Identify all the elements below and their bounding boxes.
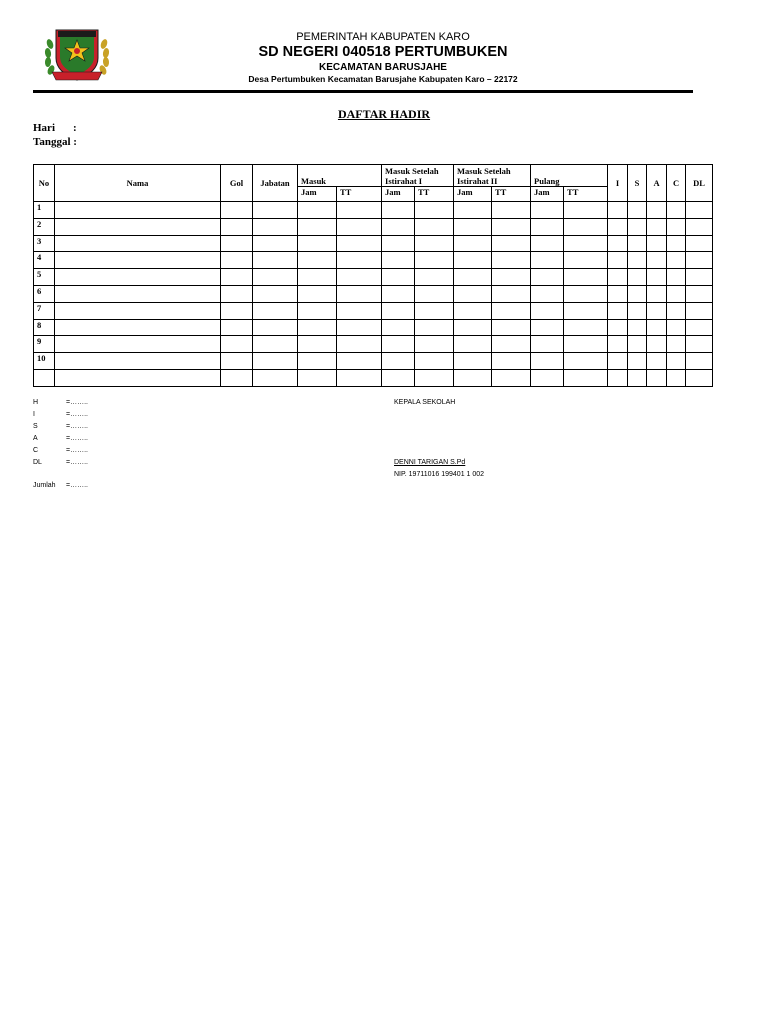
table-cell	[492, 336, 531, 353]
table-cell	[564, 235, 608, 252]
table-cell	[253, 235, 298, 252]
table-cell	[221, 285, 253, 302]
table-cell	[608, 319, 628, 336]
table-cell	[608, 285, 628, 302]
table-cell	[492, 235, 531, 252]
row-number: 9	[34, 336, 55, 353]
table-cell	[531, 285, 564, 302]
table-cell	[564, 302, 608, 319]
table-cell	[564, 285, 608, 302]
table-cell	[667, 218, 686, 235]
table-cell	[686, 202, 713, 219]
table-cell	[298, 218, 337, 235]
table-cell	[531, 202, 564, 219]
subheader-ist2-tt: TT	[492, 187, 531, 202]
legend-key: DL	[33, 459, 42, 466]
table-cell	[608, 302, 628, 319]
table-cell	[298, 235, 337, 252]
table-cell	[382, 235, 415, 252]
table-cell	[55, 302, 221, 319]
table-cell	[564, 336, 608, 353]
subheader-ist1-tt: TT	[415, 187, 454, 202]
tanggal-field	[33, 136, 77, 148]
table-cell	[253, 353, 298, 370]
table-row	[34, 285, 713, 302]
table-cell	[382, 252, 415, 269]
hari-colon: :	[73, 122, 77, 134]
table-cell	[628, 319, 647, 336]
district-name: KECAMATAN BARUSJAHE	[319, 62, 447, 73]
table-cell	[531, 336, 564, 353]
table-cell	[337, 353, 382, 370]
row-number: 2	[34, 218, 55, 235]
table-cell	[415, 369, 454, 386]
table-cell	[647, 319, 667, 336]
table-cell	[55, 369, 221, 386]
table-cell	[531, 369, 564, 386]
table-cell	[608, 235, 628, 252]
table-cell	[454, 235, 492, 252]
table-cell	[221, 235, 253, 252]
table-cell	[608, 369, 628, 386]
hari-label: Hari	[33, 122, 55, 134]
table-cell	[608, 269, 628, 286]
row-number: 3	[34, 235, 55, 252]
header-divider	[33, 90, 693, 93]
table-cell	[337, 252, 382, 269]
table-cell	[382, 353, 415, 370]
table-cell	[415, 336, 454, 353]
legend-key: C	[33, 447, 39, 454]
row-number: 10	[34, 353, 55, 370]
table-row	[34, 269, 713, 286]
school-address: Desa Pertumbuken Kecamatan Barusjahe Kabupaten Karo – 22172	[248, 74, 518, 84]
legend-key: I	[33, 411, 35, 418]
table-cell	[454, 369, 492, 386]
school-name: SD NEGERI 040518 PERTUMBUKEN	[258, 44, 508, 60]
table-cell	[454, 202, 492, 219]
table-cell	[55, 235, 221, 252]
table-cell	[628, 235, 647, 252]
signature-nip: NIP. 19711016 199401 1 002	[394, 471, 485, 478]
table-cell	[221, 319, 253, 336]
table-cell	[628, 218, 647, 235]
table-cell	[647, 369, 667, 386]
table-cell	[55, 285, 221, 302]
header-gol: Gol	[221, 165, 253, 202]
table-cell	[686, 218, 713, 235]
table-cell	[55, 269, 221, 286]
table-cell	[382, 369, 415, 386]
legend-value: =……..	[66, 447, 88, 454]
table-row	[34, 202, 713, 219]
table-cell	[628, 252, 647, 269]
table-cell	[415, 202, 454, 219]
table-cell	[686, 302, 713, 319]
table-cell	[298, 353, 337, 370]
table-cell	[298, 202, 337, 219]
table-cell	[253, 252, 298, 269]
table-cell	[492, 202, 531, 219]
karo-regency-emblem-icon	[42, 26, 112, 84]
table-cell	[564, 218, 608, 235]
table-cell	[564, 319, 608, 336]
header-no: No	[34, 165, 55, 202]
table-cell	[415, 285, 454, 302]
table-cell	[647, 285, 667, 302]
table-cell	[686, 252, 713, 269]
table-cell	[221, 218, 253, 235]
table-cell	[382, 302, 415, 319]
table-cell	[382, 269, 415, 286]
table-cell	[298, 336, 337, 353]
header-nama: Nama	[55, 165, 221, 202]
header-i: I	[608, 165, 628, 202]
table-cell	[253, 285, 298, 302]
table-cell	[298, 302, 337, 319]
table-cell	[492, 218, 531, 235]
table-cell	[608, 353, 628, 370]
table-cell	[415, 319, 454, 336]
table-cell	[492, 302, 531, 319]
table-cell	[221, 202, 253, 219]
row-number: 7	[34, 302, 55, 319]
table-cell	[298, 319, 337, 336]
legend-key: H	[33, 399, 39, 406]
table-cell	[337, 302, 382, 319]
table-cell	[667, 269, 686, 286]
table-cell	[628, 336, 647, 353]
table-cell	[492, 369, 531, 386]
table-cell	[337, 218, 382, 235]
table-cell	[253, 269, 298, 286]
table-cell	[628, 269, 647, 286]
row-number: 1	[34, 202, 55, 219]
legend-jumlah	[33, 482, 88, 489]
table-cell	[221, 252, 253, 269]
table-cell	[686, 336, 713, 353]
table-cell	[382, 218, 415, 235]
row-number: 5	[34, 269, 55, 286]
table-cell	[647, 302, 667, 319]
legend-value: =……..	[66, 423, 88, 430]
table-cell	[454, 336, 492, 353]
legend-item	[33, 399, 88, 406]
table-cell	[253, 302, 298, 319]
table-cell	[667, 302, 686, 319]
table-cell	[647, 353, 667, 370]
table-cell	[454, 302, 492, 319]
row-number: 6	[34, 285, 55, 302]
header-s: S	[628, 165, 647, 202]
table-cell	[531, 269, 564, 286]
table-cell	[564, 369, 608, 386]
table-cell	[492, 353, 531, 370]
table-cell	[55, 353, 221, 370]
table-cell	[531, 252, 564, 269]
table-row	[34, 319, 713, 336]
table-cell	[253, 218, 298, 235]
legend-jumlah-key: Jumlah	[33, 482, 56, 489]
table-cell	[221, 269, 253, 286]
table-cell	[647, 252, 667, 269]
table-cell	[686, 285, 713, 302]
table-cell	[667, 252, 686, 269]
table-row	[34, 302, 713, 319]
header-a: A	[647, 165, 667, 202]
government-name: PEMERINTAH KABUPATEN KARO	[296, 31, 470, 43]
table-row	[34, 218, 713, 235]
table-row	[34, 235, 713, 252]
table-cell	[337, 369, 382, 386]
table-cell	[492, 252, 531, 269]
table-cell	[382, 202, 415, 219]
table-cell	[55, 336, 221, 353]
subheader-pulang-jam: Jam	[531, 187, 564, 202]
table-cell	[667, 353, 686, 370]
table-cell	[221, 353, 253, 370]
table-cell	[564, 269, 608, 286]
table-cell	[628, 285, 647, 302]
subheader-masuk-jam: Jam	[298, 187, 337, 202]
table-cell	[298, 285, 337, 302]
table-cell	[608, 336, 628, 353]
table-cell	[454, 218, 492, 235]
subheader-masuk-tt: TT	[337, 187, 382, 202]
table-cell	[628, 302, 647, 319]
table-cell	[667, 319, 686, 336]
table-cell	[454, 353, 492, 370]
table-cell	[415, 353, 454, 370]
table-cell	[647, 336, 667, 353]
table-cell	[647, 235, 667, 252]
table-cell	[628, 353, 647, 370]
legend-key: A	[33, 435, 38, 442]
legend-key: S	[33, 423, 38, 430]
table-header-row	[34, 165, 713, 187]
table-cell	[253, 336, 298, 353]
table-cell	[628, 202, 647, 219]
table-cell	[454, 285, 492, 302]
table-cell	[337, 235, 382, 252]
table-cell	[492, 269, 531, 286]
table-cell	[531, 353, 564, 370]
tanggal-label: Tanggal :	[33, 136, 77, 148]
legend-jumlah-value: =……..	[66, 482, 88, 489]
table-cell	[454, 319, 492, 336]
table-cell	[382, 285, 415, 302]
table-cell	[337, 285, 382, 302]
table-cell	[531, 319, 564, 336]
legend-item	[33, 459, 88, 466]
table-cell	[647, 202, 667, 219]
table-cell	[221, 369, 253, 386]
header-masuk-istirahat-1: Masuk Setelah Istirahat I	[382, 165, 454, 187]
table-cell	[608, 252, 628, 269]
table-cell	[415, 302, 454, 319]
table-cell	[686, 235, 713, 252]
table-cell	[415, 269, 454, 286]
subheader-ist2-jam: Jam	[454, 187, 492, 202]
table-cell	[667, 202, 686, 219]
subheader-ist1-jam: Jam	[382, 187, 415, 202]
table-cell	[253, 319, 298, 336]
table-cell	[647, 269, 667, 286]
attendance-table	[33, 164, 713, 387]
row-number: 4	[34, 252, 55, 269]
table-cell	[492, 319, 531, 336]
legend-value: =……..	[66, 411, 88, 418]
table-cell	[608, 218, 628, 235]
table-cell	[667, 336, 686, 353]
table-cell	[298, 369, 337, 386]
table-cell	[337, 336, 382, 353]
legend-item	[33, 435, 88, 442]
table-cell	[647, 218, 667, 235]
table-cell	[253, 369, 298, 386]
table-cell	[298, 269, 337, 286]
table-cell	[55, 218, 221, 235]
header-masuk: Masuk	[298, 165, 382, 187]
header-jabatan: Jabatan	[253, 165, 298, 202]
table-cell	[382, 319, 415, 336]
table-cell	[253, 202, 298, 219]
subheader-pulang-tt: TT	[564, 187, 608, 202]
signature-title: KEPALA SEKOLAH	[394, 399, 456, 406]
legend-value: =……..	[66, 459, 88, 466]
table-cell	[55, 252, 221, 269]
table-cell	[415, 252, 454, 269]
header-c: C	[667, 165, 686, 202]
table-cell	[667, 369, 686, 386]
signature-name: DENNI TARIGAN S.Pd	[394, 459, 466, 466]
table-cell	[564, 252, 608, 269]
table-cell	[564, 202, 608, 219]
table-cell	[337, 269, 382, 286]
table-cell	[686, 269, 713, 286]
table-cell	[564, 353, 608, 370]
table-cell	[221, 336, 253, 353]
table-cell	[686, 319, 713, 336]
table-cell	[55, 319, 221, 336]
table-cell	[608, 202, 628, 219]
table-cell	[337, 202, 382, 219]
table-cell	[492, 285, 531, 302]
row-number: 8	[34, 319, 55, 336]
table-row	[34, 369, 713, 386]
header-pulang: Pulang	[531, 165, 608, 187]
table-cell	[415, 235, 454, 252]
legend-item	[33, 423, 88, 430]
table-cell	[667, 235, 686, 252]
table-cell	[686, 353, 713, 370]
table-cell	[415, 218, 454, 235]
table-cell	[686, 369, 713, 386]
header-dl: DL	[686, 165, 713, 202]
legend-item	[33, 447, 88, 454]
table-cell	[531, 218, 564, 235]
legend-item	[33, 411, 88, 418]
table-row	[34, 252, 713, 269]
table-cell	[298, 252, 337, 269]
legend-value: =……..	[66, 435, 88, 442]
table-cell	[382, 336, 415, 353]
table-cell	[667, 285, 686, 302]
table-row	[34, 336, 713, 353]
header-masuk-istirahat-2: Masuk Setelah Istirahat II	[454, 165, 531, 187]
attendance-rows	[34, 202, 713, 387]
table-cell	[531, 302, 564, 319]
table-cell	[337, 319, 382, 336]
table-cell	[454, 252, 492, 269]
hari-field	[33, 122, 77, 134]
document-title: DAFTAR HADIR	[337, 107, 431, 121]
table-cell	[55, 202, 221, 219]
table-row	[34, 353, 713, 370]
table-cell	[628, 369, 647, 386]
table-cell	[221, 302, 253, 319]
row-number	[34, 369, 55, 386]
table-cell	[531, 235, 564, 252]
legend-value: =……..	[66, 399, 88, 406]
table-cell	[454, 269, 492, 286]
